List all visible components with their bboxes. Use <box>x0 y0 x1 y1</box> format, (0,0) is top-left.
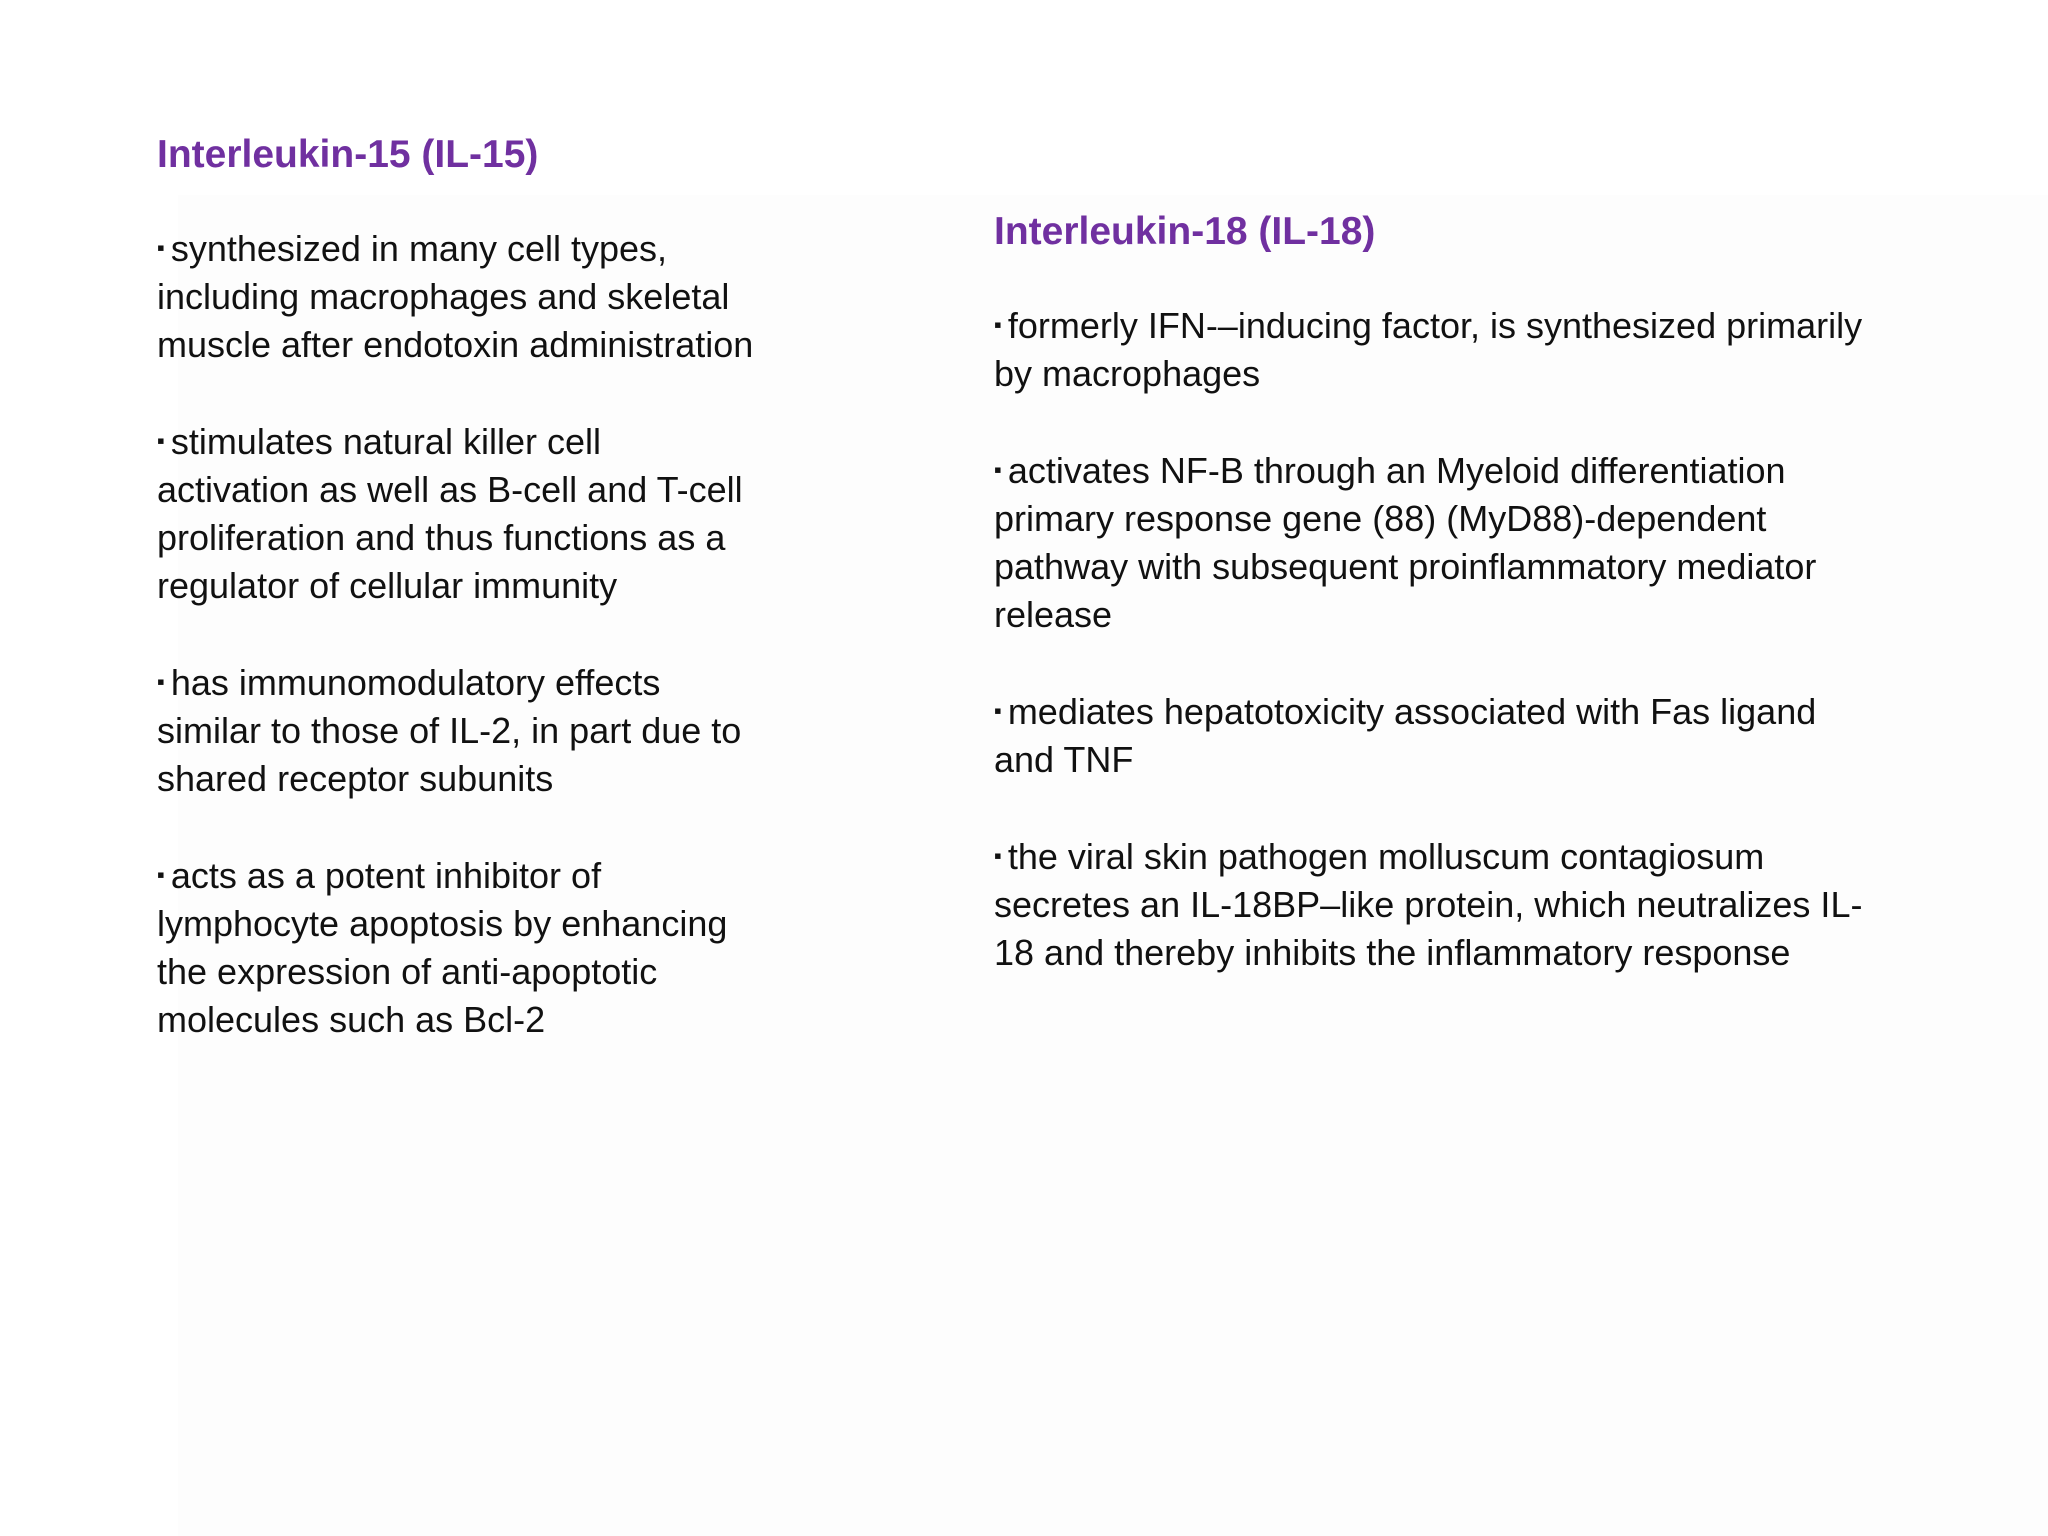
il15-bullet <box>157 658 757 803</box>
il15-bullet-text: acts as a potent inhibitor of lymphocyte apoptosis by enhancing the expression of anti-apoptotic molecules such as Bcl-2 <box>157 855 728 1040</box>
il15-bullet <box>157 224 757 369</box>
il18-bullet <box>994 832 1874 977</box>
il15-heading: Interleukin-15 (IL-15) <box>157 133 539 176</box>
il15-column <box>157 128 757 1092</box>
bullet-square-icon: ▪ <box>157 669 165 694</box>
bullet-square-icon: ▪ <box>157 862 165 887</box>
bullet-square-icon: ▪ <box>994 698 1002 723</box>
il18-bullet-text: activates NF-B through an Myeloid differentiation primary response gene (88) (MyD88)-dependent pathway with subsequent proinflammatory mediator release <box>994 450 1817 635</box>
bullet-square-icon: ▪ <box>994 843 1002 868</box>
il18-column <box>994 205 1894 1025</box>
il15-bullet-text: has immunomodulatory effects similar to those of IL-2, in part due to shared receptor subunits <box>157 662 742 799</box>
bullet-square-icon: ▪ <box>994 312 1002 337</box>
il15-bullet-text: synthesized in many cell types, including macrophages and skeletal muscle after endotoxin administration <box>157 228 754 365</box>
il18-bullet-text: mediates hepatotoxicity associated with Fas ligand and TNF <box>994 691 1817 780</box>
bullet-square-icon: ▪ <box>157 235 165 260</box>
il15-bullet-text: stimulates natural killer cell activation as well as B-cell and T-cell proliferation and thus functions as a regulator of cellular immunity <box>157 421 743 606</box>
il18-bullet-text: formerly IFN-–inducing factor, is synthesized primarily by macrophages <box>994 305 1863 394</box>
il18-heading: Interleukin-18 (IL-18) <box>994 210 1376 253</box>
il18-bullet <box>994 446 1874 639</box>
il18-bullet <box>994 301 1874 398</box>
il18-bullet-text: the viral skin pathogen molluscum contagiosum secretes an IL-18BP–like protein, which neutralizes IL-18 and thereby inhibits the inflammatory response <box>994 836 1863 973</box>
il15-bullet <box>157 417 757 610</box>
bullet-square-icon: ▪ <box>994 457 1002 482</box>
il18-bullet <box>994 687 1874 784</box>
bullet-square-icon: ▪ <box>157 428 165 453</box>
il15-bullet <box>157 851 757 1044</box>
